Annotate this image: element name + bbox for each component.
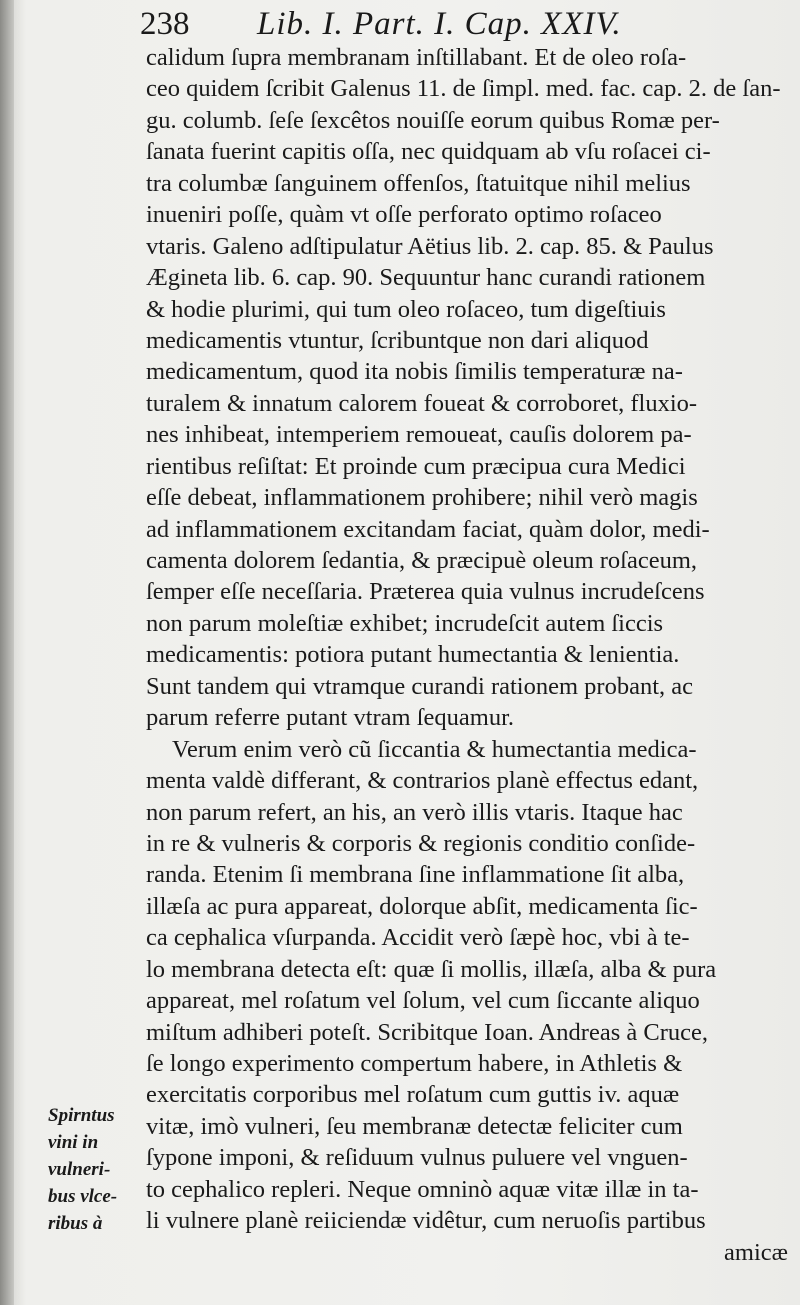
text-line: medicamentis vtuntur, ſcribuntque non dari aliquod: [146, 326, 649, 354]
text-line: eſſe debeat, inflammationem prohibere; nihil verò magis: [146, 484, 698, 512]
margin-note-line: vulneri-: [48, 1159, 111, 1180]
text-line: ceo quidem ſcribit Galenus 11. de ſimpl. med. fac. cap. 2. de ſan-: [146, 75, 781, 103]
text-line: randa. Etenim ſi membrana ſine inflammatione ſit alba,: [146, 861, 685, 889]
text-line: rientibus reſiſtat: Et proinde cum præcipua cura Medici: [146, 452, 686, 480]
text-line: appareat, mel roſatum vel ſolum, vel cum ſiccante aliquo: [146, 987, 700, 1015]
text-line: Ægineta lib. 6. cap. 90. Sequuntur hanc curandi rationem: [146, 264, 706, 292]
text-line: inueniri poſſe, quàm vt oſſe perforato optimo roſaceo: [146, 201, 662, 229]
text-line: non parum moleſtiæ exhibet; incrudeſcit autem ſiccis: [146, 609, 664, 637]
margin-note-line: Spirntus: [48, 1105, 115, 1126]
text-line: ſanata fuerint capitis oſſa, nec quidquam ab vſu roſacei ci-: [146, 138, 711, 166]
text-line: ſypone imponi, & reſiduum vulnus puluere vel vnguen-: [146, 1144, 688, 1172]
text-line: exercitatis corporibus mel roſatum cum guttis iv. aquæ: [146, 1081, 680, 1109]
text-line: Sunt tandem qui vtramque curandi rationem probant, ac: [146, 672, 694, 700]
text-line: lo membrana detecta eſt: quæ ſi mollis, illæſa, alba & pura: [146, 955, 717, 983]
text-line: ſe longo experimento compertum habere, in Athletis &: [146, 1050, 683, 1077]
text-line: gu. columb. ſeſe ſexcêtos nouiſſe eorum quibus Romæ per-: [146, 106, 720, 134]
text-line: medicamentis: potiora putant humectantia & lenientia.: [146, 641, 680, 669]
main-text: [146, 42, 788, 1268]
text-line: vtaris. Galeno adſtipulatur Aëtius lib. 2. cap. 85. & Paulus: [146, 232, 714, 260]
text-line: parum referre putant vtram ſequamur.: [146, 704, 515, 732]
text-line: ſemper eſſe neceſſaria. Præterea quia vulnus incrudeſcens: [146, 578, 705, 606]
text-line: miſtum adhiberi poteſt. Scribitque Ioan. Andreas à Cruce,: [146, 1018, 708, 1046]
running-head: [140, 4, 790, 44]
margin-note-line: vini in: [48, 1132, 99, 1153]
text-line: & hodie plurimi, qui tum oleo roſaceo, tum digeſtiuis: [146, 295, 666, 323]
text-line: in re & vulneris & corporis & regionis conditio conſide-: [146, 829, 696, 857]
text-line: menta valdè differant, & contrarios planè effectus edant,: [146, 767, 699, 795]
text-line: camenta dolorem ſedantia, & præcipuè oleum roſaceum,: [146, 547, 698, 574]
text-line: vitæ, imò vulneri, ſeu membranæ detectæ feliciter cum: [146, 1112, 683, 1140]
text-line: ad inflammationem excitandam faciat, quàm dolor, medi-: [146, 515, 710, 543]
catchword: amicæ: [724, 1238, 788, 1266]
text-line: to cephalico repleri. Neque omninò aquæ vitæ illæ in ta-: [146, 1175, 699, 1203]
text-line: ca cephalica vſurpanda. Accidit verò ſæpè hoc, vbi à te-: [146, 924, 690, 952]
text-line: tra columbæ ſanguinem offenſos, ſtatuitque nihil melius: [146, 169, 691, 197]
margin-note-line: ribus à: [48, 1213, 103, 1234]
page-number: 238: [140, 6, 190, 42]
text-line: nes inhibeat, intemperiem remoueat, cauſis dolorem pa-: [146, 421, 692, 449]
margin-note: [48, 1102, 148, 1237]
text-line: turalem & innatum calorem foueat & corroboret, fluxio-: [146, 389, 698, 417]
paragraph-first-line: Verum enim verò cũ ſiccantia & humectantia medica-: [172, 735, 697, 763]
text-line: calidum ſupra membranam inſtillabant. Et de oleo roſa-: [146, 44, 687, 71]
binding-gutter: [0, 0, 14, 1305]
running-title: Lib. I. Part. I. Cap. XXIV.: [257, 6, 622, 42]
text-line: medicamentum, quod ita nobis ſimilis temperaturæ na-: [146, 358, 683, 386]
text-line: li vulnere planè reiiciendæ vidêtur, cum neruoſis partibus: [146, 1207, 706, 1235]
margin-note-line: bus vlce-: [48, 1186, 118, 1207]
text-line: illæſa ac pura appareat, dolorque abſit, medicamenta ſic-: [146, 892, 698, 920]
text-line: non parum refert, an his, an verò illis vtaris. Itaque hac: [146, 798, 683, 826]
